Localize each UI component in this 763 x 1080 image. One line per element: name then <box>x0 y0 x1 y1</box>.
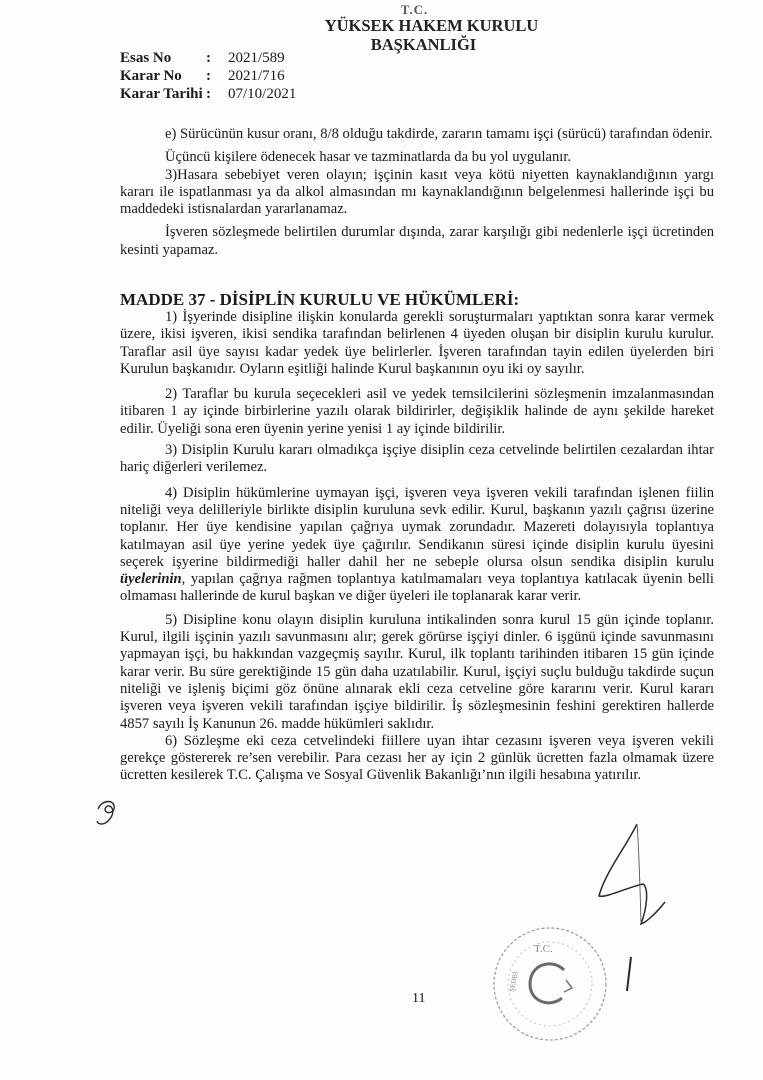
header-institution: YÜKSEK HAKEM KURULU <box>324 16 539 35</box>
meta-label: Karar No <box>120 68 182 84</box>
meta-sep: : <box>206 68 211 84</box>
svg-text:T.C.: T.C. <box>534 943 553 955</box>
intro-section <box>120 126 714 259</box>
meta-label: Esas No <box>120 50 172 66</box>
p4-part-b: , yapılan çağrıya rağmen toplantıya katılmamaları veya toplantıya katılacak üyenin belli olmaması hallerinde de kurul başkan ve diğer üyeleri ile toplanarak karar verir. <box>120 571 714 605</box>
signature <box>585 818 675 938</box>
header-presidency: BAŞKANLIĞI <box>370 35 477 54</box>
paragraph-e: e) Sürücünün kusur oranı, 8/8 olduğu takdirde, zararın tamamı işçi (sürücü) tarafından ödenir. <box>165 126 713 142</box>
meta-sep: : <box>206 86 211 102</box>
page-number: 11 <box>412 991 426 1006</box>
svg-text:ŞEDBİ: ŞEDBİ <box>508 971 520 993</box>
ink-stroke <box>622 955 636 995</box>
article-paragraph-4 <box>120 485 714 606</box>
meta-row-karar <box>120 68 296 86</box>
article-paragraph-2: 2) Taraflar bu kurula seçecekleri asil ve yedek temsilcilerini sözleşmenin imzalanmasından itibaren 1 ay içinde birbirlerine yazılı olarak bildirirler, değişiklik halinde de aynı şekilde hareket edilir. Üyeliği sona eren üyenin yerine yenisi 1 ay içinde bildirilir. <box>120 386 714 437</box>
meta-value: 2021/589 <box>228 50 285 66</box>
article-paragraph-1: 1) İşyerinde disipline ilişkin konularda gerekli soruşturmaları yaptıktan sonra karar vermek üzere, ikisi işveren, ikisi sendika tarafından belirlenen 4 üyeden oluşan bir disiplin kurulu kurulur. Taraflar asil üye sayısı kadar yedek üye belirlerler. İşveren tarafından tayin edilen üyelerden biri Kurulun başkanıdır. Oyların eşitliği halinde Kurul başkanının oyu iki oy sayılır. <box>120 309 714 377</box>
meta-value: 07/10/2021 <box>228 86 297 102</box>
article-body <box>120 309 714 785</box>
emphasis-members: üyelerinin <box>120 571 182 588</box>
meta-sep: : <box>206 50 211 66</box>
p4-part-a: 4) Disiplin hükümlerine uymayan işçi, işveren veya işveren vekili tarafından işlenen fiilin niteliği veya delilleriyle birlikte disiplin kuruluna sevk edilir. Kurul, başkanın yazılı çağrısı üzerine toplanır. Her üye kendisine yapılan çağrıya uymak zorundadır. Mazereti dolayısıyla toplantıya katılmayan asil üye yerine yedek üye çağırılır. Sendikanın süresi içinde disiplin kurulu üyesini seçerek işyerine bildirmediği haller dahil her ne sebeple olursa olsun sendika disiplin kurulu <box>120 484 714 570</box>
paragraph-third-parties: Üçüncü kişilere ödenecek hasar ve tazminatlarda da bu yol uygulanır. <box>165 149 572 166</box>
meta-row-esas <box>120 50 296 68</box>
article-paragraph-5: 5) Disipline konu olayın disiplin kuruluna intikalinden sonra kurul 15 gün içinde toplanır. Kurul, ilgili işçinin yazılı savunmasını alır; gerek görürse işçiyi dinler. 6 işgünü içinde savunmasını yapmayan işçi, bu hakkından vazgeçmiş sayılır. Kurul, ilk toplantı tarihinden itibaren 15 gün içinde karar verir. Bu süre gerektiğinde 15 gün daha uzatılabilir. Kurul, işçiyi suçlu bulduğu takdirde suçun niteliği ve işleniş biçimi göz önüne alınarak ekli ceza cetveline göre kararını verir. Kurul kararı işveren veya işveren vekili tarafından işçiye bildirilir. İş sözleşmesinin feshini gerektiren hallerde 4857 sayılı İş Kanunun 26. madde hükümleri saklıdır. <box>120 611 714 732</box>
article-paragraph-3: 3) Disiplin Kurulu kararı olmadıkça işçiye disiplin ceza cetvelinde belirtilen cezalardan ihtar hariç diğerleri verilemez. <box>120 442 714 476</box>
article-title: MADDE 37 - DİSİPLİN KURULU VE HÜKÜMLERİ: <box>120 290 520 309</box>
meta-label: Karar Tarihi <box>120 86 203 102</box>
meta-value: 2021/716 <box>228 68 285 84</box>
initials-mark <box>92 795 132 835</box>
official-stamp <box>486 922 616 1047</box>
header-tc: T.C. <box>400 2 429 17</box>
meta-row-tarih <box>120 86 296 104</box>
paragraph-3: 3)Hasara sebebiyet veren olayın; işçinin kasıt veya kötü niyetten kaynaklandığının yargı kararı ile ispatlanması ya da alkol almasından mı kaynaklandığının belgelenmesi hallerinde işçi bu maddedeki istisnalardan yararlanamaz. <box>120 166 714 218</box>
paragraph-employer: İşveren sözleşmede belirtilen durumlar dışında, zarar karşılığı gibi nedenlerle işçi ücretinden kesinti yapamaz. <box>120 224 714 258</box>
article-paragraph-6: 6) Sözleşme eki ceza cetvelindeki fiillere uyan ihtar cezasını işveren veya işveren vekili gerekçe göstererek re’sen verebilir. Para cezası her ay için 2 günlük ücretten fazla olmamak üzere ücretten kesilerek T.C. Çalışma ve Sosyal Güvenlik Bakanlığı’nın ilgili hesabına yatırılır. <box>120 732 714 784</box>
case-meta <box>120 50 296 104</box>
